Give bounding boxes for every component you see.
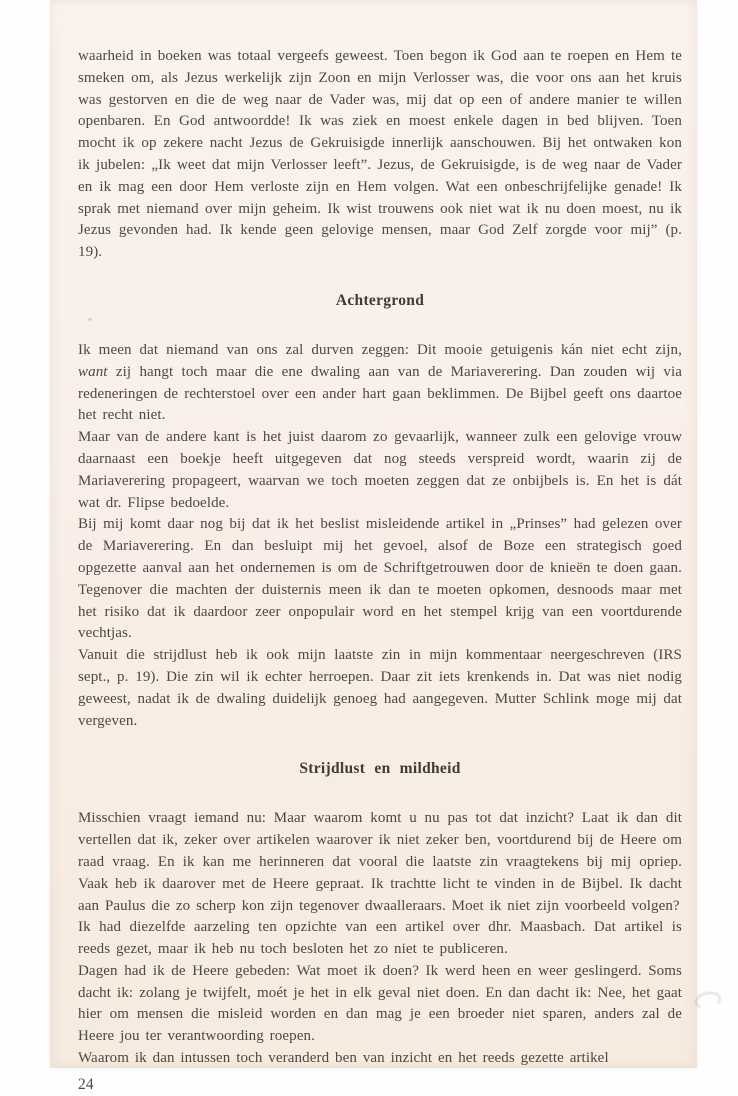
paragraph-strijdlust-3: Dagen had ik de Heere gebeden: Wat moet ik doen? Ik werd heen en weer geslingerd. Soms dacht ik: zolang je twijfelt, moét je het in elk geval niet doen. En dan dacht ik: Nee, het gaat hier om mensen die misleid worden en dan mag je een broeder niet sparen, anders zal de Heere jou ter verantwoording roepen. [78, 962, 682, 1045]
paragraph-achtergrond-3: Bij mij komt daar nog bij dat ik het beslist misleidende artikel in „Prinses” had gelezen over de Mariaverering. En dan besluipt mij het gevoel, alsof de Boze een strategisch goed opgezette aanval aan het ondernemen is om de Schriftgetrouwen door de knieën te doen gaan. Tegenover die machten der duisternis meen ik dan te moeten opkomen, desnoods maar met het risiko dat ik daardoor zeer onpopulair word en het stempel krijg van een voortdurende vechtjas. [78, 516, 682, 642]
scan-smudge-mark [694, 989, 723, 1011]
paragraph-achtergrond-2: Maar van de andere kant is het juist daarom zo gevaarlijk, wanneer zulk een gelovige vrouw daarnaast een boekje heeft uitgegeven dat nog steeds verspreid wordt, waarin zij de Mariaverering propageert, waarvan we toch moeten zeggen dat ze onbijbels is. En het is dát wat dr. Flipse bedoelde. [78, 429, 682, 511]
italic-word-want: want [78, 363, 108, 380]
paragraph-strijdlust-4-incomplete: Waarom ik dan intussen toch veranderd ben van inzicht en het reeds gezette artikel [78, 1050, 609, 1067]
paragraph-text-after-italic: zij hangt toch maar die ene dwaling aan van de Mariaverering. Dan zouden wij via redeneringen de rechterstoel over een ander hart gaan beklimmen. De Bijbel geeft ons daartoe het recht niet. [78, 363, 682, 424]
paragraph-testimony-continuation: waarheid in boeken was totaal vergeefs geweest. Toen begon ik God aan te roepen en Hem te smeken om, als Jezus werkelijk zijn Zoon en mijn Verlosser was, die voor ons aan het kruis was gestorven en die de weg naar de Vader was, mij dat op een of andere manier te willen openbaren. En God antwoordde! Ik was ziek en moest enkele dagen in bed blijven. Toen mocht ik op zekere nacht Jezus de Gekruisigde innerlijk aanschouwen. Bij het ontwaken kon ik jubelen: „Ik weet dat mijn Verlosser leeft”. Jezus, de Gekruisigde, is de weg naar de Vader en ik mag een door Hem verloste zijn en Hem volgen. Wat een onbeschrijfelijke genade! Ik sprak met niemand over mijn geheim. Ik wist trouwens ook niet wat ik nu doen moest, nu ik Jezus gevonden had. Ik kende geen gelovige mensen, maar God Zelf zorgde voor mij” (p. 19). [78, 48, 682, 261]
paragraph-strijdlust-2: Ik had diezelfde aarzeling ten opzichte van een artikel over dhr. Maasbach. Dat artikel is reeds gezet, maar ik heb nu toch besloten het zo niet te publiceren. [78, 919, 682, 958]
page-number: 24 [78, 1075, 94, 1093]
paragraph-strijdlust-1: Misschien vraagt iemand nu: Maar waarom komt u nu pas tot dat inzicht? Laat ik dan dit vertellen dat ik, zeker over artikelen waarover ik niet zeker ben, voortdurend bij de Heere om raad vraag. En ik kan me herinneren dat vooral die laatste zin vraagtekens bij mij opriep. Vaak heb ik daarover met de Heere gepraat. Ik trachtte licht te vinden in de Bijbel. Ik dacht aan Paulus die zo scherp kon zijn tegenover dwaalleraars. Moet ik niet zijn voorbeeld volgen? [78, 810, 682, 914]
page-text-column [78, 46, 682, 1096]
dust-speck [88, 318, 92, 321]
section-heading-achtergrond: Achtergrond [335, 291, 425, 309]
paragraph-text-before-italic: Ik meen dat niemand van ons zal durven zeggen: Dit mooie getuigenis kán niet echt zijn, [78, 341, 682, 358]
book-page [50, 0, 697, 1093]
paragraph-achtergrond-4: Vanuit die strijdlust heb ik ook mijn laatste zin in mijn kommentaar neergeschreven (IRS sept., p. 19). Die zin wil ik echter herroepen. Daar zit iets krenkends in. Dat was niet nodig geweest, nadat ik de dwaling duidelijk genoeg had aangegeven. Mutter Schlink moge mij dat vergeven. [78, 647, 682, 729]
paragraph-achtergrond-1 [78, 340, 682, 427]
section-heading-strijdlust-en-mildheid: Strijdlust en mildheid [299, 760, 461, 778]
